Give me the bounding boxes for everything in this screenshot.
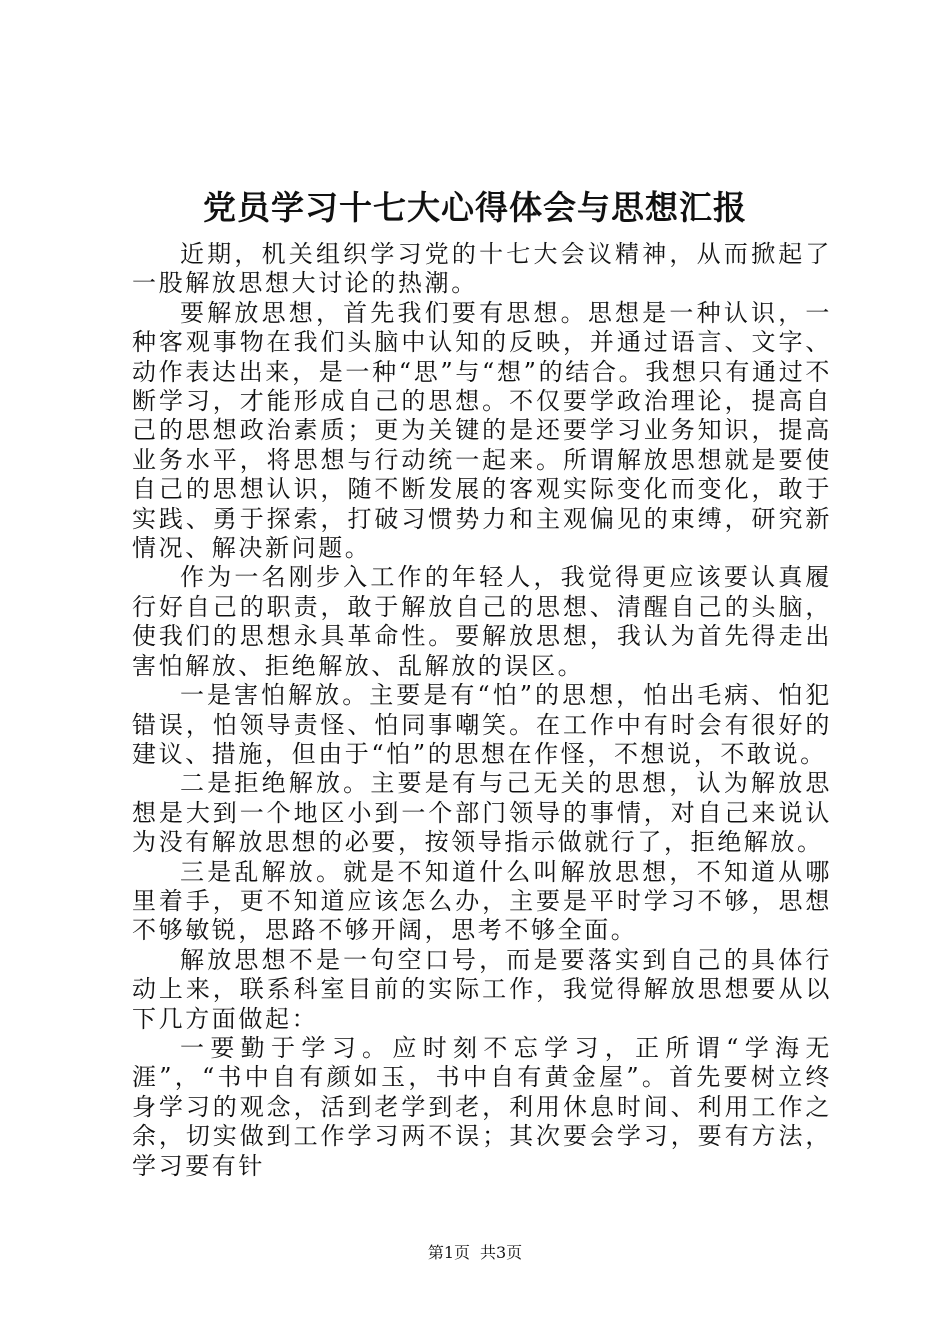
page-footer <box>0 1243 950 1263</box>
document-title: 党员学习十七大心得体会与思想汇报 <box>203 188 747 227</box>
page-total: 共3页 <box>480 1243 523 1262</box>
document-body <box>132 240 832 1181</box>
paragraph: 解放思想不是一句空口号，而是要落实到自己的具体行动上来，联系科室目前的实际工作，我觉得解放思想要从以下几方面做起： <box>132 945 832 1033</box>
paragraph: 要解放思想，首先我们要有思想。思想是一种认识，一种客观事物在我们头脑中认知的反映，并通过语言、文字、动作表达出来，是一种“思”与“想”的结合。我想只有通过不断学习，才能形成自己的思想。不仅要学政治理论，提高自己的思想政治素质；更为关键的是还要学习业务知识，提高业务水平，将思想与行动统一起来。所谓解放思想就是要使自己的思想认识，随不断发展的客观实际变化而变化，敢于实践、勇于探索，打破习惯势力和主观偏见的束缚，研究新情况、解决新问题。 <box>132 298 832 563</box>
paragraph: 三是乱解放。就是不知道什么叫解放思想，不知道从哪里着手，更不知道应该怎么办，主要是平时学习不够，思想不够敏锐，思路不够开阔，思考不够全面。 <box>132 857 832 945</box>
paragraph: 一要勤于学习。应时刻不忘学习，正所谓“学海无涯”，“书中自有颜如玉，书中自有黄金屋”。首先要树立终身学习的观念，活到老学到老，利用休息时间、利用工作之余，切实做到工作学习两不误；其次要会学习，要有方法，学习要有针 <box>132 1033 832 1180</box>
paragraph: 二是拒绝解放。主要是有与己无关的思想，认为解放思想是大到一个地区小到一个部门领导的事情，对自己来说认为没有解放思想的必要，按领导指示做就行了，拒绝解放。 <box>132 769 832 857</box>
page-number: 第1页 <box>427 1243 470 1262</box>
paragraph: 作为一名刚步入工作的年轻人，我觉得更应该要认真履行好自己的职责，敢于解放自己的思想、清醒自己的头脑，使我们的思想永具革命性。要解放思想，我认为首先得走出害怕解放、拒绝解放、乱解放的误区。 <box>132 563 832 680</box>
paragraph: 一是害怕解放。主要是有“怕”的思想，怕出毛病、怕犯错误，怕领导责怪、怕同事嘲笑。在工作中有时会有很好的建议、措施，但由于“怕”的思想在作怪，不想说，不敢说。 <box>132 681 832 768</box>
paragraph: 近期，机关组织学习党的十七大会议精神，从而掀起了一股解放思想大讨论的热潮。 <box>132 240 832 298</box>
